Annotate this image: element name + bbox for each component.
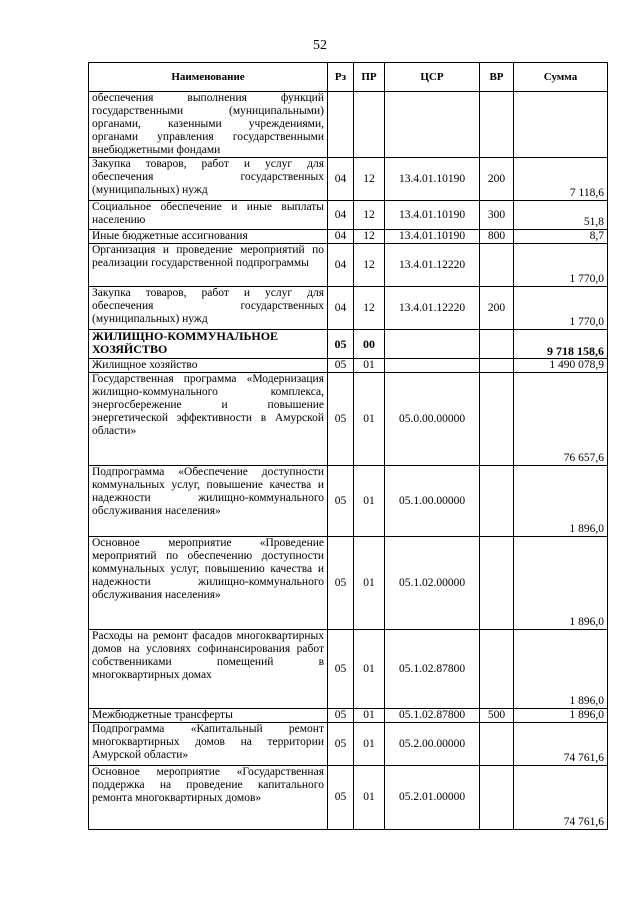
row-pr: 01 (354, 537, 385, 630)
row-rz: 05 (328, 373, 354, 466)
row-sum: 9 718 158,6 (514, 330, 608, 359)
row-pr: 12 (354, 230, 385, 244)
row-vr: 200 (480, 287, 514, 330)
row-sum: 1 896,0 (514, 709, 608, 723)
table-row (89, 373, 608, 466)
row-vr (480, 92, 514, 158)
row-name: Подпрограмма «Капитальный ремонт многоквартирных домов на территории Амурской области» (89, 723, 328, 766)
row-sum: 51,8 (514, 201, 608, 230)
row-sum: 74 761,6 (514, 723, 608, 766)
page-number: 52 (313, 38, 327, 53)
row-rz: 05 (328, 359, 354, 373)
row-sum: 1 896,0 (514, 537, 608, 630)
row-rz: 04 (328, 230, 354, 244)
row-sum: 1 770,0 (514, 244, 608, 287)
row-sum: 76 657,6 (514, 373, 608, 466)
table-row (89, 92, 608, 158)
row-name: Основное мероприятие «Проведение мероприятий по обеспечению доступности коммунальных услуг, повышению качества и надежности жилищно-коммунального обслуживания населения» (89, 537, 328, 630)
table-row (89, 766, 608, 830)
row-csr: 13.4.01.10190 (385, 158, 480, 201)
row-sum: 1 896,0 (514, 466, 608, 537)
table-row (89, 230, 608, 244)
row-vr (480, 330, 514, 359)
row-pr: 01 (354, 466, 385, 537)
row-pr: 12 (354, 201, 385, 230)
row-name: Основное мероприятие «Государственная поддержка на проведение капитального ремонта многоквартирных домов» (89, 766, 328, 830)
header-pr: ПР (354, 63, 385, 92)
row-vr (480, 359, 514, 373)
row-vr: 800 (480, 230, 514, 244)
row-pr: 01 (354, 359, 385, 373)
row-pr (354, 92, 385, 158)
row-name: Социальное обеспечение и иные выплаты населению (89, 201, 328, 230)
row-name: Организация и проведение мероприятий по реализации государственной подпрограммы (89, 244, 328, 287)
row-rz: 05 (328, 723, 354, 766)
row-sum: 1 770,0 (514, 287, 608, 330)
row-name: Государственная программа «Модернизация жилищно-коммунального комплекса, энергосбережение и повышение энергетической эффективности в Амурской области» (89, 373, 328, 466)
row-rz: 05 (328, 630, 354, 709)
row-rz: 04 (328, 244, 354, 287)
row-pr: 01 (354, 723, 385, 766)
row-csr: 05.1.00.00000 (385, 466, 480, 537)
row-name: Расходы на ремонт фасадов многоквартирных домов на условиях софинансирования работ собственниками помещений в многоквартирных домах (89, 630, 328, 709)
row-vr (480, 766, 514, 830)
row-pr: 00 (354, 330, 385, 359)
row-vr: 500 (480, 709, 514, 723)
row-sum: 74 761,6 (514, 766, 608, 830)
row-pr: 01 (354, 373, 385, 466)
row-csr: 13.4.01.10190 (385, 230, 480, 244)
table-row (89, 287, 608, 330)
row-pr: 12 (354, 244, 385, 287)
row-csr: 05.2.00.00000 (385, 723, 480, 766)
row-name: Подпрограмма «Обеспечение доступности коммунальных услуг, повышение качества и надежности жилищно-коммунального обслуживания населения» (89, 466, 328, 537)
row-rz (328, 92, 354, 158)
row-name: Закупка товаров, работ и услуг для обеспечения государственных (муниципальных) нужд (89, 287, 328, 330)
row-name: Иные бюджетные ассигнования (89, 230, 328, 244)
table-row (89, 723, 608, 766)
row-name: Межбюджетные трансферты (89, 709, 328, 723)
row-vr: 300 (480, 201, 514, 230)
row-csr: 05.1.02.87800 (385, 630, 480, 709)
row-rz: 05 (328, 466, 354, 537)
row-rz: 05 (328, 709, 354, 723)
row-vr: 200 (480, 158, 514, 201)
table-header-row (89, 63, 608, 92)
table-row (89, 201, 608, 230)
row-sum: 8,7 (514, 230, 608, 244)
row-name: ЖИЛИЩНО-КОММУНАЛЬНОЕ ХОЗЯЙСТВО (89, 330, 328, 359)
row-csr: 05.2.01.00000 (385, 766, 480, 830)
row-sum (514, 92, 608, 158)
row-vr (480, 373, 514, 466)
row-csr: 05.0.00.00000 (385, 373, 480, 466)
row-rz: 05 (328, 537, 354, 630)
row-rz: 04 (328, 201, 354, 230)
table-row (89, 359, 608, 373)
header-vr: ВР (480, 63, 514, 92)
header-csr: ЦСР (385, 63, 480, 92)
row-rz: 05 (328, 766, 354, 830)
row-csr: 05.1.02.00000 (385, 537, 480, 630)
row-csr: 13.4.01.12220 (385, 287, 480, 330)
table-row (89, 630, 608, 709)
row-pr: 01 (354, 709, 385, 723)
header-rz: Рз (328, 63, 354, 92)
row-rz: 04 (328, 158, 354, 201)
table-row (89, 330, 608, 359)
table-row (89, 709, 608, 723)
row-csr (385, 359, 480, 373)
row-sum: 7 118,6 (514, 158, 608, 201)
row-vr (480, 466, 514, 537)
table-row (89, 537, 608, 630)
row-vr (480, 630, 514, 709)
row-rz: 05 (328, 330, 354, 359)
table-row (89, 466, 608, 537)
row-vr (480, 723, 514, 766)
row-sum: 1 896,0 (514, 630, 608, 709)
row-csr: 13.4.01.12220 (385, 244, 480, 287)
row-csr: 13.4.01.10190 (385, 201, 480, 230)
row-pr: 01 (354, 766, 385, 830)
row-csr: 05.1.02.87800 (385, 709, 480, 723)
table-row (89, 158, 608, 201)
row-name: Жилищное хозяйство (89, 359, 328, 373)
header-sum: Сумма (514, 63, 608, 92)
header-name: Наименование (89, 63, 328, 92)
row-csr (385, 92, 480, 158)
row-name: обеспечения выполнения функций государственными (муниципальными) органами, казенными учреждениями, органами управления государственными внебюджетными фондами (89, 92, 328, 158)
row-name: Закупка товаров, работ и услуг для обеспечения государственных (муниципальных) нужд (89, 158, 328, 201)
row-pr: 12 (354, 158, 385, 201)
row-rz: 04 (328, 287, 354, 330)
row-vr (480, 244, 514, 287)
row-pr: 01 (354, 630, 385, 709)
budget-table (88, 62, 608, 830)
row-pr: 12 (354, 287, 385, 330)
row-sum: 1 490 078,9 (514, 359, 608, 373)
table-row (89, 244, 608, 287)
row-csr (385, 330, 480, 359)
row-vr (480, 537, 514, 630)
